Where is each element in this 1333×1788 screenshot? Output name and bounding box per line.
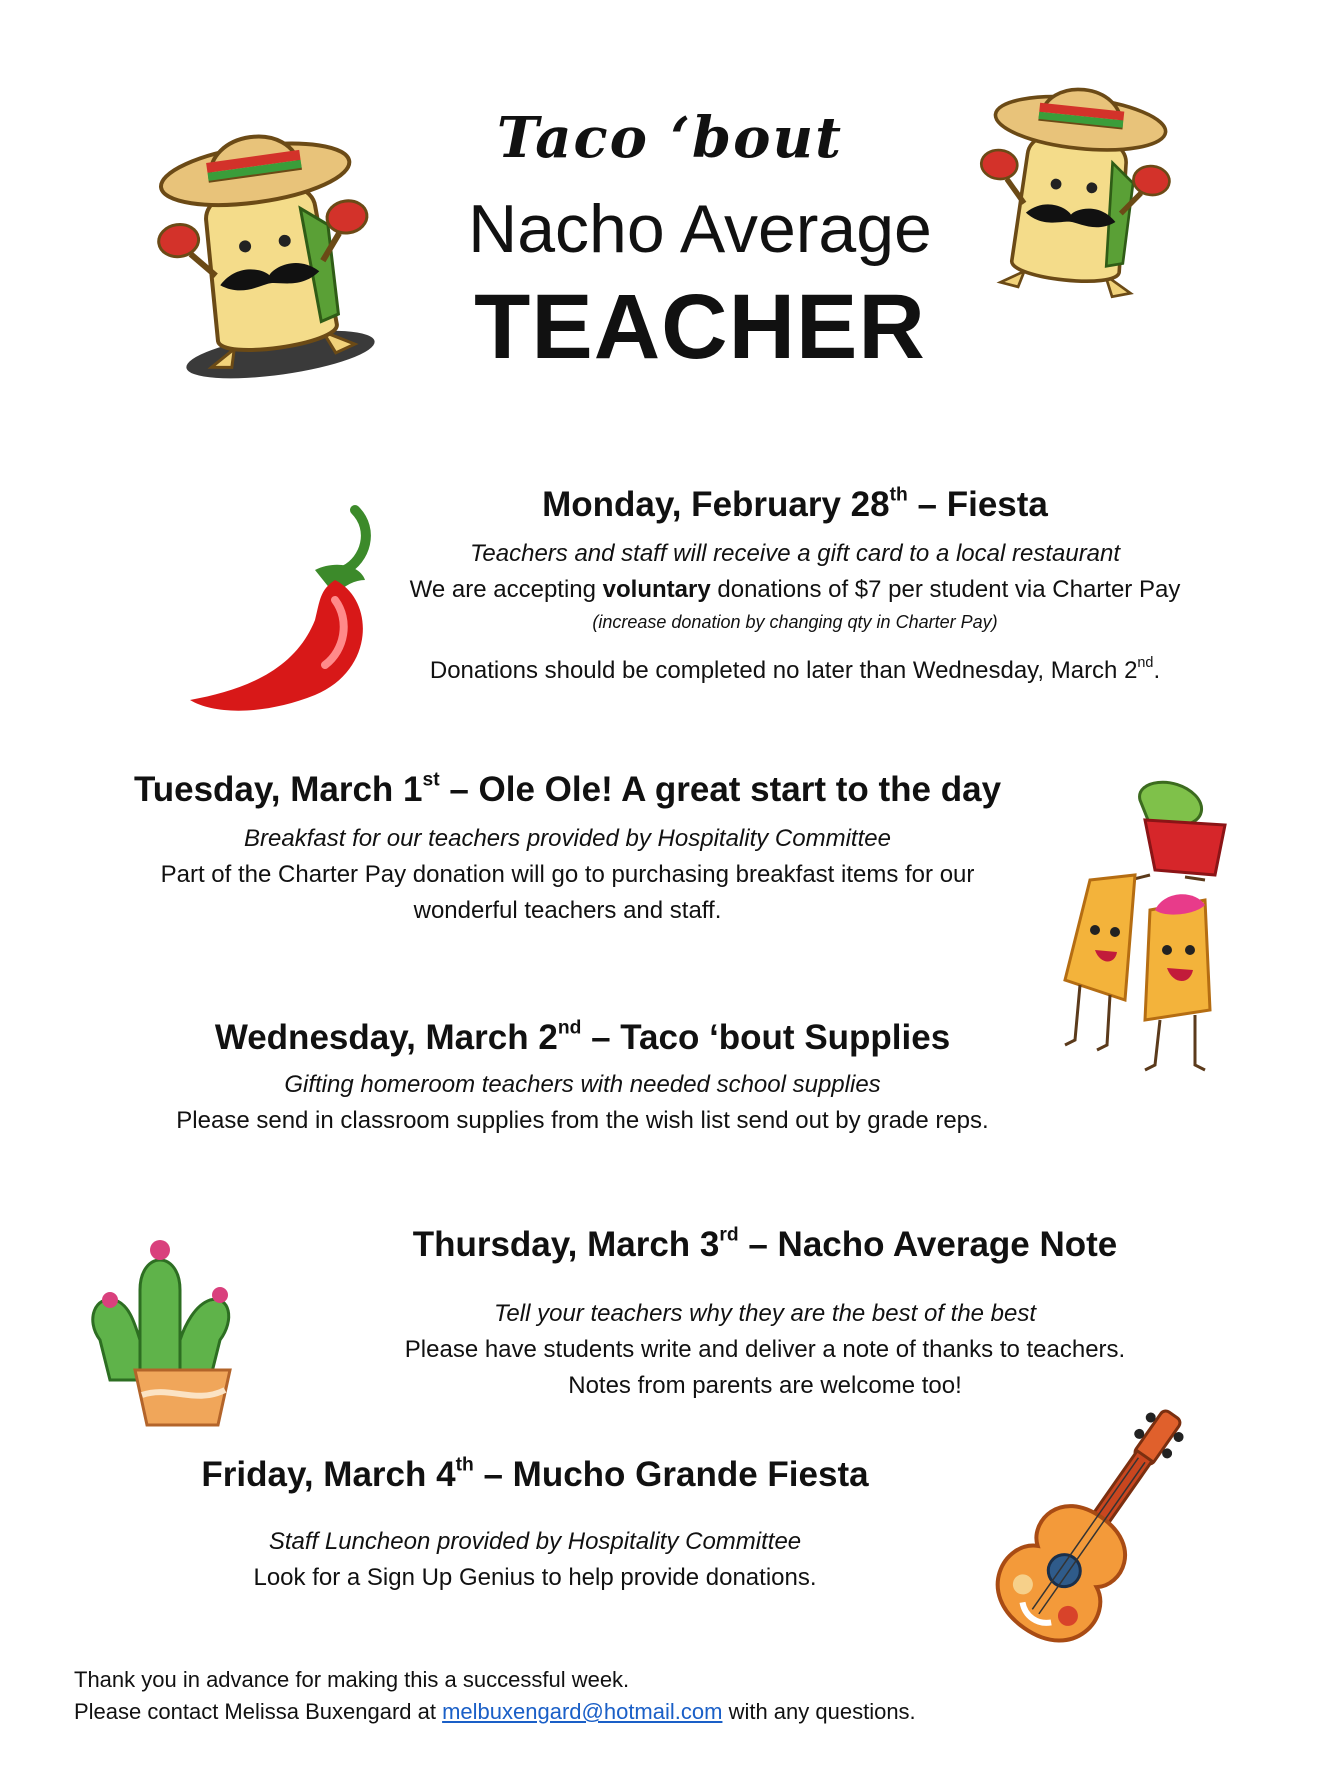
tuesday-subtitle: Breakfast for our teachers provided by Hospitality Committee	[244, 825, 891, 852]
taco-mascot-icon	[915, 50, 1215, 320]
monday-note: (increase donation by changing qty in Charter Pay)	[592, 612, 998, 632]
monday-line-1: We are accepting voluntary donations of $7 per student via Charter Pay	[409, 576, 1181, 603]
chili-pepper-icon	[185, 500, 385, 720]
monday-subtitle: Teachers and staff will receive a gift card to a local restaurant	[469, 540, 1121, 567]
thursday-heading: Thursday, March 3rd – Nacho Average Note	[412, 1224, 1118, 1264]
wednesday-subtitle: Gifting homeroom teachers with needed school supplies	[284, 1071, 881, 1098]
friday-subtitle: Staff Luncheon provided by Hospitality Committee	[268, 1528, 802, 1555]
guitar-icon	[975, 1395, 1215, 1655]
friday-heading: Friday, March 4th – Mucho Grande Fiesta	[201, 1454, 869, 1494]
tuesday-line-1: Part of the Charter Pay donation will go to purchasing breakfast items for our	[160, 861, 975, 888]
tuesday-heading: Tuesday, March 1st – Ole Ole! A great start to the day	[133, 769, 1002, 809]
title-line-2: Nacho Average	[468, 191, 932, 267]
thursday-line-2: Notes from parents are welcome too!	[568, 1372, 962, 1399]
title-line-3: TEACHER	[474, 276, 926, 378]
wednesday-line-1: Please send in classroom supplies from the wish list send out by grade reps.	[176, 1107, 989, 1134]
email-link[interactable]: melbuxengard@hotmail.com	[442, 1699, 723, 1724]
title-line-1: Taco ‘bout	[496, 105, 844, 171]
thursday-line-1: Please have students write and deliver a note of thanks to teachers.	[404, 1336, 1126, 1363]
tuesday-line-2: wonderful teachers and staff.	[413, 897, 722, 924]
friday-line-1: Look for a Sign Up Genius to help provide donations.	[253, 1564, 817, 1591]
footer-thanks: Thank you in advance for making this a successful week.	[74, 1667, 630, 1692]
taco-mascot-icon	[100, 95, 410, 395]
monday-line-2: Donations should be completed no later than Wednesday, March 2nd.	[429, 655, 1161, 684]
monday-heading: Monday, February 28th – Fiesta	[542, 484, 1048, 524]
cactus-icon	[80, 1230, 280, 1430]
wednesday-heading: Wednesday, March 2nd – Taco ‘bout Supplies	[214, 1017, 951, 1057]
nachos-guacamole-icon	[1055, 780, 1245, 1080]
thursday-subtitle: Tell your teachers why they are the best of the best	[493, 1300, 1037, 1327]
footer-contact: Please contact Melissa Buxengard at melbuxengard@hotmail.com with any questions.	[74, 1699, 916, 1724]
